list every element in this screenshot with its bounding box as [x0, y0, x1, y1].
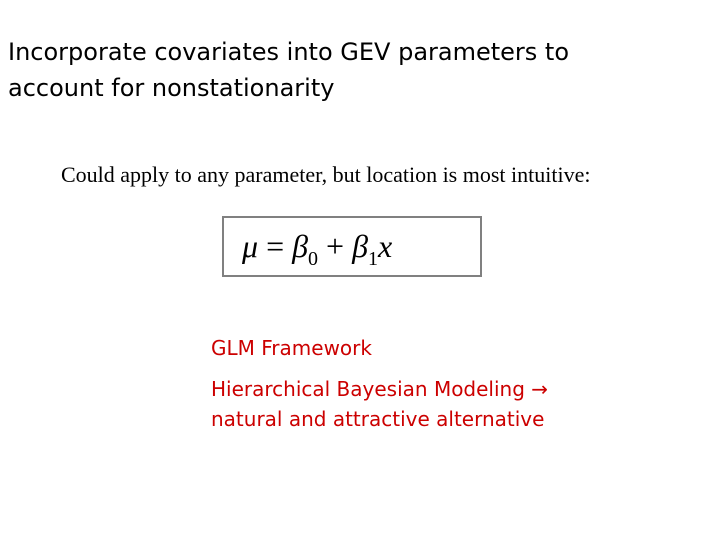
formula-beta1: β	[352, 228, 369, 264]
intro-text: Could apply to any parameter, but location is most intuitive:	[61, 162, 591, 187]
formula-equals: =	[266, 228, 285, 264]
formula-plus: +	[326, 228, 345, 264]
slide-title-line-2: account for nonstationarity	[8, 74, 335, 102]
formula-box	[222, 216, 482, 277]
formula-beta0-subscript: 0	[308, 248, 319, 270]
glm-framework-note: GLM Framework	[211, 336, 372, 360]
formula-x: x	[378, 228, 393, 264]
bayesian-modeling-note	[211, 374, 548, 434]
bayesian-note-line-2: natural and attractive alternative	[211, 407, 545, 431]
formula-beta0: β	[292, 228, 309, 264]
bayesian-note-line-1: Hierarchical Bayesian Modeling →	[211, 377, 549, 401]
location-formula	[242, 226, 392, 271]
slide-title	[8, 34, 708, 106]
formula-mu: μ	[242, 228, 259, 264]
slide-title-line-1: Incorporate covariates into GEV parameters to	[8, 38, 570, 66]
formula-beta1-subscript: 1	[368, 248, 379, 270]
